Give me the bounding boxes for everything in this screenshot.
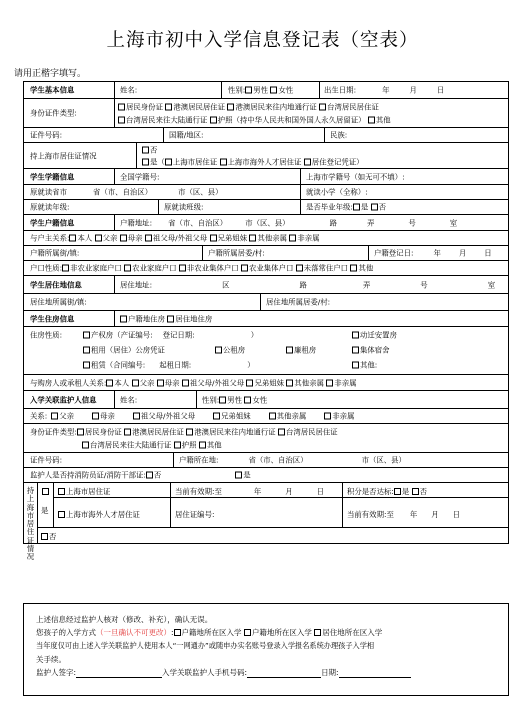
original-grade-label: 原就读年级: xyxy=(30,202,70,212)
declaration-line-1: 上述信息经过监护人核对（修改、补充），确认无误。 xyxy=(36,615,213,624)
male-checkbox[interactable] xyxy=(245,87,252,94)
permit-number-label: 居住证编号: xyxy=(175,510,215,519)
declaration-box xyxy=(23,603,509,696)
hukou-street-label: 户籍所属街/镇: xyxy=(30,248,80,258)
nationality-label: 国籍/地区: xyxy=(169,130,204,140)
hukou-committee-label: 户籍所属居委/村: xyxy=(208,248,265,258)
date-line xyxy=(339,677,411,678)
section-header: 学生户籍信息 xyxy=(30,218,75,227)
section-header: 学生基本信息 xyxy=(30,85,75,95)
female-checkbox[interactable] xyxy=(270,87,277,94)
section-header: 学生住房信息 xyxy=(30,314,75,323)
permit-yes-checkbox[interactable] xyxy=(42,488,49,495)
buyer-relation-field[interactable]: 与购房人或承租人关系: 本人 父亲 母亲 祖父母/外祖父母 兄弟姐妹 其他亲属 非亲属 xyxy=(30,378,357,387)
guardian-id-type-options-2[interactable]: 台湾居民来往大陆通行证 护照 其他 xyxy=(82,440,222,451)
gender-field[interactable]: 性别: 男性 女性 xyxy=(228,85,294,95)
signature-line xyxy=(76,677,162,678)
original-class-label: 原就读班级: xyxy=(164,202,204,212)
guardian-name-label: 姓名: xyxy=(120,395,138,404)
overseas-permit-validity: 当前有效期:至 年 月 日 xyxy=(347,510,461,519)
public-rental-option[interactable]: 公租房 xyxy=(215,345,245,356)
residence-address-field: 居住地址: 区 路 弄 号 室 xyxy=(120,280,496,289)
hukou-nature-field[interactable]: 户口性质: 非农业家庭户口 农业家庭户口 非农业集体户口 农业集体户口 未落常住户口 其他 xyxy=(30,263,374,273)
declaration-line-3: 当年度仅可由上述入学关联监护人使用本人“一网通办”或随申办实名账号登录入学报名系统办理孩子入学相 xyxy=(36,641,375,650)
section-housing-info xyxy=(24,310,508,390)
section-header: 入学关联监护人信息 xyxy=(30,395,97,404)
low-rent-option[interactable]: 廉租房 xyxy=(286,345,316,356)
original-school-label: 就读小学（全称）: xyxy=(306,187,368,197)
hukou-address-field: 户籍地址: 省（市、自治区） 市（区、县） 路 弄 号 室 xyxy=(120,218,458,227)
permit-status-vertical-label: 持上海市居住证情况 xyxy=(24,483,38,543)
householder-relation-field[interactable]: 与户主关系: 本人 父亲 母亲 祖父母/外祖父母 兄弟姐妹 其他亲属 非亲属 xyxy=(30,233,320,243)
shanghai-student-id-label: 上海市学籍号（如无可不填）: xyxy=(306,172,405,181)
signature-row[interactable]: 监护人签字: 入学关联监护人手机号码: 日期: xyxy=(36,667,411,678)
relocation-option[interactable]: 动迁安置房 xyxy=(352,330,397,341)
lease-option[interactable]: 租赁（合同编号: 起租日期: ） xyxy=(83,360,255,371)
residence-committee-label: 居住地所属居委/村: xyxy=(266,297,331,307)
birth-date-field[interactable]: 出生日期: 年 月 日 xyxy=(324,85,445,95)
section-header: 学生学籍信息 xyxy=(30,172,75,181)
sh-permit-option[interactable]: 上海市居住证 xyxy=(58,486,110,497)
id-type-options-2[interactable]: 台湾居民来往大陆通行证 护照（持中华人民共和国外国人永久居留证） 其他 xyxy=(118,115,391,126)
section-enrollment-info xyxy=(24,168,508,214)
housing-nature-label: 住房性质: xyxy=(30,330,63,340)
score-qualified-field[interactable]: 积分是否达标: 是 否 xyxy=(347,487,428,496)
irrevocable-warning: （一旦确认不可更改） xyxy=(96,628,171,637)
guardian-id-number-label: 证件号码: xyxy=(30,455,63,465)
page-title: 上海市初中入学信息登记表（空表） xyxy=(106,30,419,51)
id-type-label: 身份证件类型: xyxy=(30,108,77,118)
ethnicity-label: 民族: xyxy=(330,130,348,140)
permit-status-label: 持上海市居住证情况 xyxy=(30,151,97,160)
fire-certificate-field[interactable]: 监护人是否持消防员证/消防干部证: 否 是 xyxy=(30,470,251,480)
overseas-permit-option[interactable]: 上海市海外人才居住证 xyxy=(58,509,140,520)
sh-permit-validity: 当前有效期:至 年 月 日 xyxy=(175,487,325,496)
name-label: 姓名: xyxy=(120,85,138,95)
graduate-year-field[interactable]: 是否毕业年级: 是 否 xyxy=(306,202,387,212)
permit-yes-options[interactable]: 是（ 上海市居住证 上海市海外人才居住证 居住登记凭证） xyxy=(142,157,364,168)
permit-no-option[interactable]: 否 xyxy=(41,531,56,542)
section-basic-info xyxy=(24,82,508,168)
permit-yes-label: 是 xyxy=(41,506,49,515)
residence-street-label: 居住地所属街/镇: xyxy=(30,297,87,307)
original-region-field: 原就读省市 省（市、自治区） 市（区、县） xyxy=(30,187,223,197)
property-option[interactable]: 产权房（产证编号: 登记日期: ） xyxy=(83,330,258,341)
hukou-reg-date-field: 户籍登记日: 年 月 日 xyxy=(374,248,492,258)
phone-line xyxy=(247,677,321,678)
dormitory-option[interactable]: 集体宿舍 xyxy=(352,345,390,356)
id-type-options-1[interactable]: 居民身份证 港澳居民居住证 港澳居民来往内地通行证 台湾居民居住证 xyxy=(118,102,379,113)
form-table xyxy=(23,81,509,562)
admission-mode-field[interactable]: 您孩子的入学方式（一旦确认不可更改）: 户籍地所在区入学 户籍地所在区入学 居住地所在区入学 xyxy=(36,628,383,637)
section-header: 学生居住地信息 xyxy=(30,280,82,289)
section-hukou-info xyxy=(24,214,508,275)
guardian-permit-block xyxy=(24,482,508,562)
guardian-id-type-field[interactable]: 身份证件类型: 居民身份证 港澳居民居住证 港澳居民来往内地通行证 台湾居民居住证 xyxy=(30,427,338,437)
permit-no-option[interactable]: 否 xyxy=(142,145,157,156)
housing-type-options[interactable]: 户籍地住房 居住地住房 xyxy=(120,313,212,324)
section-guardian-info xyxy=(24,390,508,562)
instruction-text: 请用正楷字填写。 xyxy=(14,69,87,79)
guardian-gender-field[interactable]: 性别: 男性 女性 xyxy=(202,395,268,404)
public-rental-voucher-option[interactable]: 租用（居住）公房凭证 xyxy=(83,345,165,356)
guardian-relation-field[interactable]: 关系: 父亲 母亲 祖父母/外祖父母 兄弟姐妹 其他亲属 非亲属 xyxy=(30,411,355,421)
national-student-id-label: 全国学籍号: xyxy=(120,172,160,181)
id-number-label: 证件号码: xyxy=(30,130,63,140)
declaration-line-4: 关手续。 xyxy=(36,655,66,664)
section-residence-info xyxy=(24,275,508,310)
other-housing-option[interactable]: 其他: xyxy=(352,360,377,371)
guardian-hukou-field: 户籍所在地: 省（市、自治区） 市（区、县） xyxy=(179,455,406,465)
